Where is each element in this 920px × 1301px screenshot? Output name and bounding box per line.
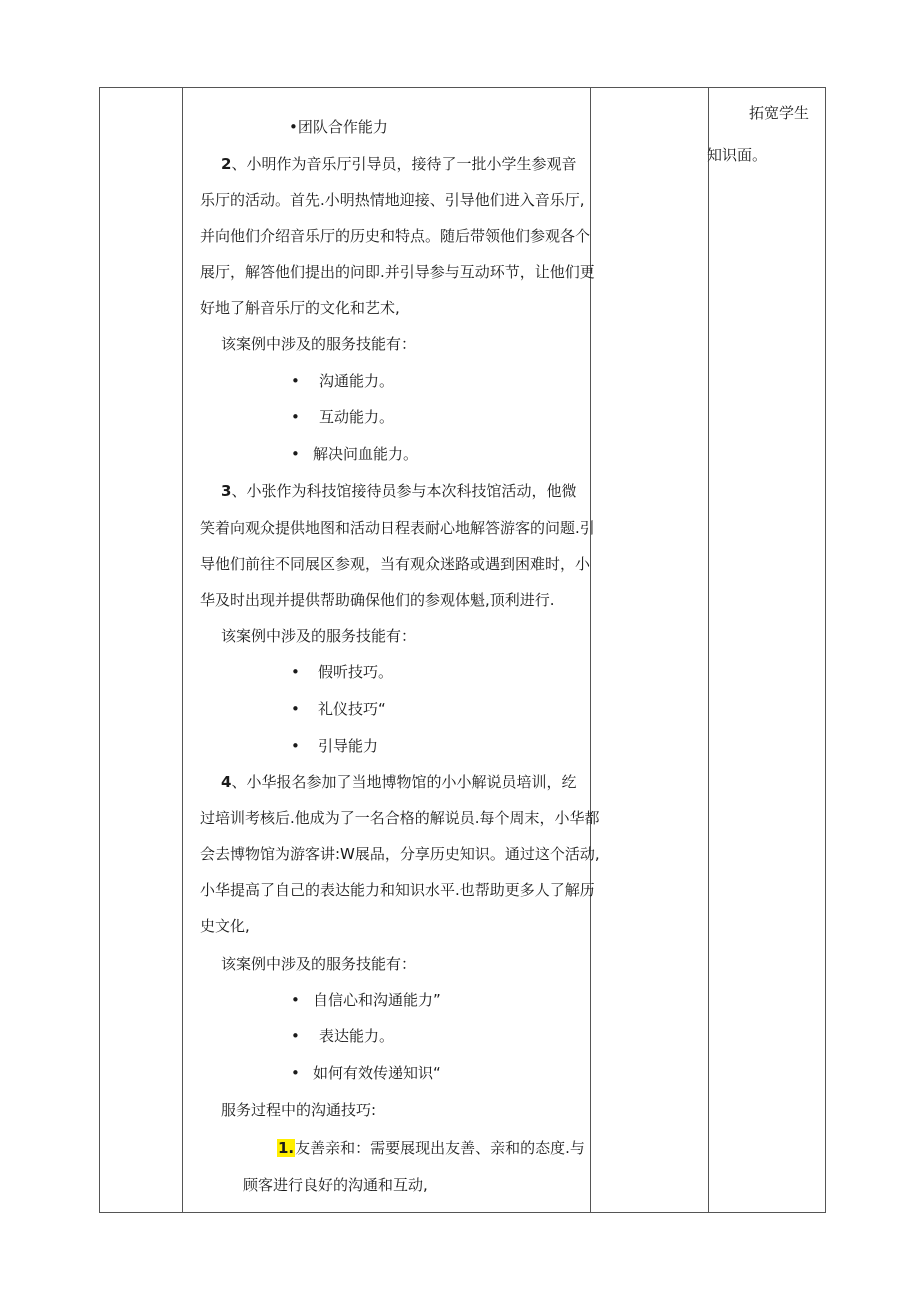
bullet-icon: •	[291, 408, 300, 426]
case2-skill-1: 沟通能力。	[319, 372, 395, 390]
bullet-icon: •	[291, 372, 300, 390]
case2-line-1: 2、小明作为音乐厅引导员，接待了一批小学生参观音	[221, 155, 577, 173]
case4-line-5: 史文化,	[200, 917, 250, 935]
case4-skill-1: 自信心和沟通能力”	[313, 991, 441, 1009]
tip1-line-1: 1.友善亲和：需要展现出友善、亲和的态度.与	[278, 1139, 585, 1157]
bullet-icon: •	[291, 1064, 300, 1082]
case2-skill-3: 解决问血能力。	[313, 445, 419, 463]
case2-line-5: 好地了斛音乐厅的文化和艺术,	[200, 299, 400, 317]
case3-skill-2: 礼仪技巧“	[318, 700, 386, 718]
case2-skills-intro: 该案例中涉及的服务技能有：	[221, 335, 417, 353]
case3-skills-intro: 该案例中涉及的服务技能有：	[221, 627, 417, 645]
case3-line-2: 笑着向观众提供地图和活动日程表耐心地解答游客的问题.引	[200, 519, 595, 537]
case3-line-1: 3、小张作为科技馆接待员参与本次科技馆活动，他微	[221, 482, 577, 500]
highlighted-number: 1.	[278, 1139, 295, 1157]
case4-line-1: 4、小华报名参加了当地博物馆的小小解说员培训，纥	[221, 773, 577, 791]
table-row	[100, 88, 826, 1213]
table-cell-side-note	[709, 88, 826, 1213]
team-item: •团队合作能力	[289, 118, 388, 136]
side-note-line-2: 知识面。	[707, 146, 768, 164]
case2-line-2: 乐厅的活动。首先.小明热情地迎接、引导他们进入音乐厅,	[200, 191, 585, 209]
bullet-icon: •	[291, 700, 300, 718]
case3-skill-3: 引导能力	[318, 737, 379, 755]
bullet-icon: •	[291, 737, 300, 755]
table-cell-content	[183, 88, 600, 1213]
case3-line-4: 华及时出现并提供帮助确保他们的参观体魁,顶利进行.	[200, 591, 555, 609]
case4-line-4: 小华提高了自己的表达能力和知识水平.也帮助更多人了解历	[200, 881, 595, 899]
table-cell-empty-left	[100, 88, 183, 1213]
side-note-line-1: 拓宽学生	[749, 104, 810, 122]
bullet-icon: •	[291, 445, 300, 463]
case3-skill-1: 假听技巧。	[318, 663, 394, 681]
lesson-table	[99, 87, 826, 1213]
table-cell-empty-middle	[591, 88, 709, 1213]
bullet-icon: •	[291, 1027, 300, 1045]
case2-skill-2: 互动能力。	[319, 408, 395, 426]
case3-line-3: 导他们前往不同展区参观，当有观众迷路或遇到困难时，小	[200, 555, 591, 573]
communication-heading: 服务过程中的沟通技巧:	[221, 1101, 377, 1119]
case4-line-3: 会去博物馆为游客讲:W展品，分享历史知识。通过这个活动,	[200, 845, 600, 863]
case4-line-2: 过培训考核后.他成为了一名合格的解说员.每个周末，小华都	[200, 809, 600, 827]
bullet-icon: •	[291, 991, 300, 1009]
case4-skill-2: 表达能力。	[319, 1027, 395, 1045]
tip1-line-2: 顾客进行良好的沟通和互动,	[243, 1176, 428, 1194]
bullet-icon: •	[291, 663, 300, 681]
case2-line-3: 并向他们介绍音乐厅的历史和特点。随后带领他们参观各个	[200, 227, 591, 245]
case2-line-4: 展厅，解答他们提出的问即.并引导参与互动环节，让他们更	[200, 263, 595, 281]
case4-skill-3: 如何有效传递知识“	[313, 1064, 441, 1082]
case4-skills-intro: 该案例中涉及的服务技能有：	[221, 955, 417, 973]
